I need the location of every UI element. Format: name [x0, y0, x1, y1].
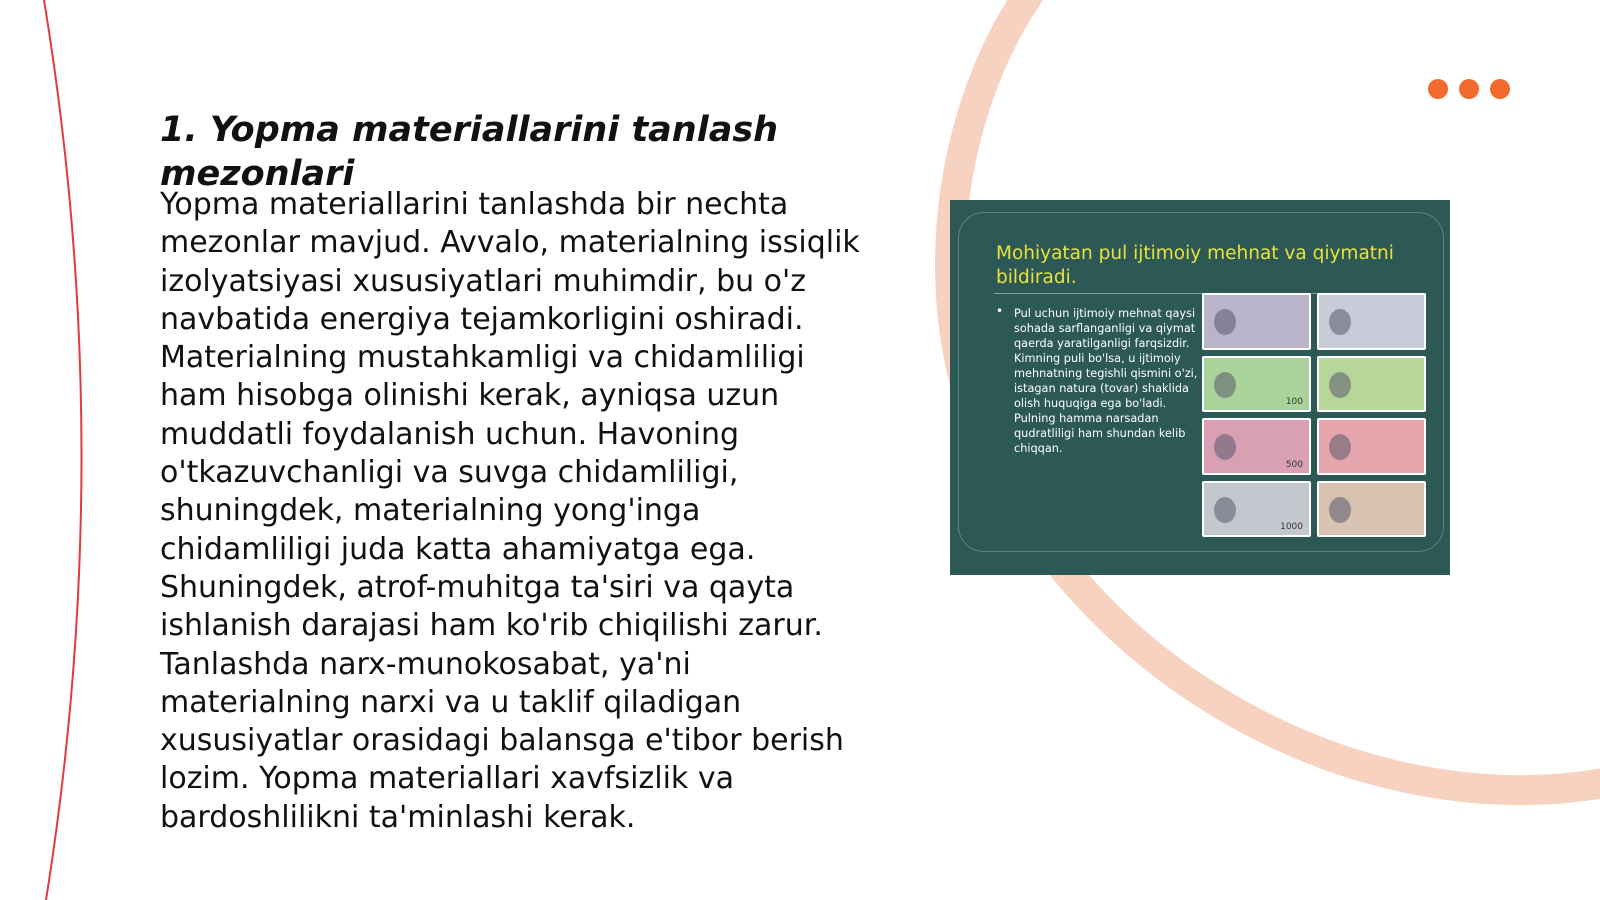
- slide-body-text: Yopma materiallarini tanlashda bir nechta mezonlar mavjud. Avvalo, materialning issiqlik izolyatsiyasi xususiyatlari muhimdir, bu o'z navbatida energiya tejamkorligini oshiradi. Materialning mustahkamligi va chidamliligi ham hisobga olinishi kerak, ayniqsa uzun muddatli foydalanish uchun. Havoning o'tkazuvchanligi va suvga chidamliligi, shuningdek, materialning yong'inga chidamliligi juda katta ahamiyatga ega. Shuningdek, atrof-muhitga ta'siri va qayta ishlanish darajasi ham ko'rib chiqilishi zarur. Tanlashda narx-munokosabat, ya'ni materialning narxi va u taklif qiladigan xususiyatlar orasidagi balansga e'tibor berish lozim. Yopma materiallari xavfsizlik va bardoshlilikni ta'minlashi kerak.: [160, 187, 860, 835]
- banknote-portrait: [1329, 309, 1351, 335]
- banknote-portrait: [1329, 497, 1351, 523]
- banknote-portrait: [1214, 497, 1236, 523]
- accent-dot: [1490, 79, 1510, 99]
- banknote-portrait: [1214, 372, 1236, 398]
- slide-title: 1. Yopma materiallarini tanlash mezonlari: [160, 110, 779, 194]
- banknote-portrait: [1329, 434, 1351, 460]
- banknote: [1202, 356, 1311, 413]
- accent-dot: [1428, 79, 1448, 99]
- banknote: [1317, 481, 1426, 538]
- bullet-icon: •: [996, 304, 1004, 318]
- embedded-slide-image: [950, 200, 1450, 575]
- banknote-portrait: [1214, 309, 1236, 335]
- banknote: [1317, 418, 1426, 475]
- accent-dot: [1459, 79, 1479, 99]
- banknote: [1202, 293, 1311, 350]
- embedded-slide-bullet-text: Pul uchun ijtimoiy mehnat qaysi sohada sarflanganligi va qiymat qaerda yaratilganligi farqsizdir. Kimning puli bo'lsa, u ijtimoiy mehnatning tegishli qismini o'zi, istagan natura (tovar) shaklida olish huquqiga ega bo'ladi. Pulning hamma narsadan qudratliligi ham shundan kelib chiqqan.: [1014, 307, 1198, 455]
- banknote: [1317, 293, 1426, 350]
- banknote: [1202, 481, 1311, 538]
- banknote-grid: [1202, 293, 1426, 537]
- banknote-denomination: 1000: [1280, 522, 1303, 532]
- banknote-portrait: [1329, 372, 1351, 398]
- banknote-denomination: 100: [1285, 397, 1303, 407]
- banknote-denomination: 500: [1285, 459, 1303, 470]
- banknote: [1317, 356, 1426, 413]
- embedded-slide-heading: Mohiyatan pul ijtimoiy mehnat va qiymatni bildiradi.: [996, 243, 1394, 288]
- left-accent-line: [44, 0, 82, 900]
- accent-dots: [1428, 79, 1510, 99]
- banknote-portrait: [1214, 434, 1236, 460]
- banknote: [1202, 418, 1311, 475]
